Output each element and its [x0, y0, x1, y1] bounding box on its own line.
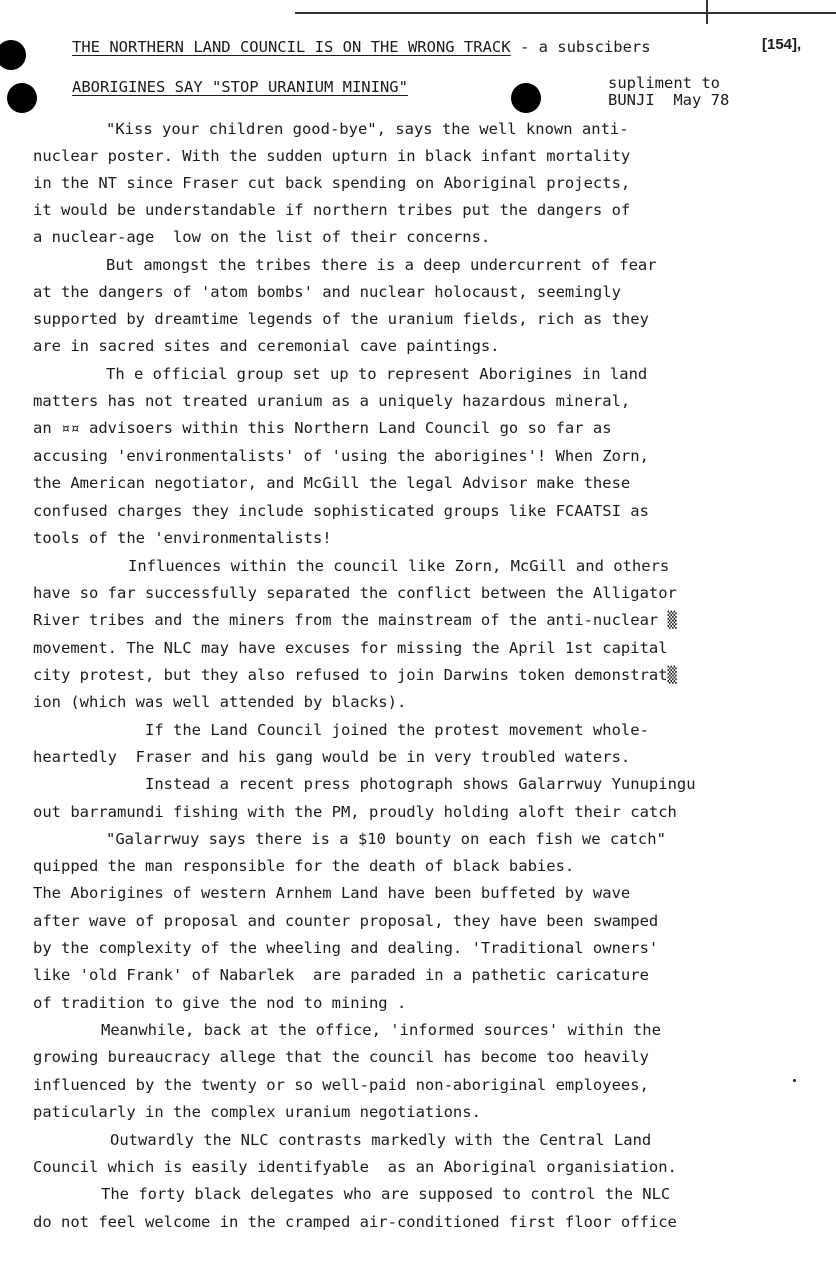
supplement-note-line1: supliment to [608, 74, 720, 92]
body-line: a nuclear-age low on the list of their concerns. [33, 228, 491, 246]
punch-hole [7, 83, 37, 113]
body-line: River tribes and the miners from the mainstream of the anti-nuclear ▒ [33, 611, 677, 629]
body-line: Instead a recent press photograph shows Galarrwuy Yunupingu [145, 775, 696, 793]
supplement-note-line2: BUNJI May 78 [608, 91, 730, 109]
body-line: If the Land Council joined the protest movement whole- [145, 721, 649, 739]
body-line: an ¤¤ advisoers within this Northern Land Council go so far as [33, 419, 612, 437]
body-line: influenced by the twenty or so well-paid non-aboriginal employees, [33, 1076, 649, 1094]
headline-title: THE NORTHERN LAND COUNCIL IS ON THE WRONG TRACK [72, 38, 511, 56]
body-line: paticularly in the complex uranium negotiations. [33, 1103, 481, 1121]
body-line: tools of the 'environmentalists! [33, 529, 332, 547]
body-line: like 'old Frank' of Nabarlek are paraded in a pathetic caricature [33, 966, 649, 984]
body-line: matters has not treated uranium as a uniquely hazardous mineral, [33, 392, 631, 410]
body-line: accusing 'environmentalists' of 'using the aborigines'! When Zorn, [33, 447, 649, 465]
body-line: city protest, but they also refused to join Darwins token demonstrat▒ [33, 666, 677, 684]
punch-hole [511, 83, 541, 113]
body-line: out barramundi fishing with the PM, proudly holding aloft their catch [33, 803, 677, 821]
top-rule [295, 12, 836, 14]
subheadline: ABORIGINES SAY "STOP URANIUM MINING" [72, 78, 408, 96]
body-line: Outwardly the NLC contrasts markedly with the Central Land [110, 1131, 652, 1149]
body-line: are in sacred sites and ceremonial cave paintings. [33, 337, 500, 355]
body-line: movement. The NLC may have excuses for missing the April 1st capital [33, 639, 668, 657]
body-line: by the complexity of the wheeling and dealing. 'Traditional owners' [33, 939, 659, 957]
body-line: But amongst the tribes there is a deep undercurrent of fear [106, 256, 657, 274]
headline-suffix: - a subscibers [510, 38, 651, 56]
body-line: have so far successfully separated the conflict between the Alligator [33, 584, 677, 602]
body-line: growing bureaucracy allege that the council has become too heavily [33, 1048, 649, 1066]
body-line: The Aborigines of western Arnhem Land have been buffeted by wave [33, 884, 631, 902]
body-line: nuclear poster. With the sudden upturn in black infant mortality [33, 147, 631, 165]
body-line: Influences within the council like Zorn, McGill and others [128, 557, 670, 575]
body-line: of tradition to give the nod to mining . [33, 994, 407, 1012]
body-line: Meanwhile, back at the office, 'informed sources' within the [101, 1021, 661, 1039]
body-line: it would be understandable if northern tribes put the dangers of [33, 201, 631, 219]
punch-hole [0, 40, 26, 70]
body-line: ion (which was well attended by blacks). [33, 693, 407, 711]
body-line: do not feel welcome in the cramped air-conditioned first floor office [33, 1213, 677, 1231]
body-line: confused charges they include sophisticated groups like FCAATSI as [33, 502, 649, 520]
body-line: Th e official group set up to represent Aborigines in land [106, 365, 648, 383]
body-line: in the NT since Fraser cut back spending on Aboriginal projects, [33, 174, 631, 192]
headline [72, 38, 651, 56]
body-line: The forty black delegates who are supposed to control the NLC [101, 1185, 671, 1203]
body-line: quipped the man responsible for the death of black babies. [33, 857, 575, 875]
body-line: the American negotiator, and McGill the legal Advisor make these [33, 474, 631, 492]
body-line: supported by dreamtime legends of the uranium fields, rich as they [33, 310, 649, 328]
pen-mark [706, 0, 708, 24]
body-line: after wave of proposal and counter proposal, they have been swamped [33, 912, 659, 930]
body-line: heartedly Fraser and his gang would be in very troubled waters. [33, 748, 631, 766]
document-number: [154], [762, 36, 802, 53]
body-line: at the dangers of 'atom bombs' and nuclear holocaust, seemingly [33, 283, 621, 301]
body-line: Council which is easily identifyable as an Aboriginal organisiation. [33, 1158, 677, 1176]
stray-mark [793, 1079, 796, 1082]
body-line: "Galarrwuy says there is a $10 bounty on each fish we catch" [106, 830, 666, 848]
body-line: "Kiss your children good-bye", says the well known anti- [106, 120, 629, 138]
